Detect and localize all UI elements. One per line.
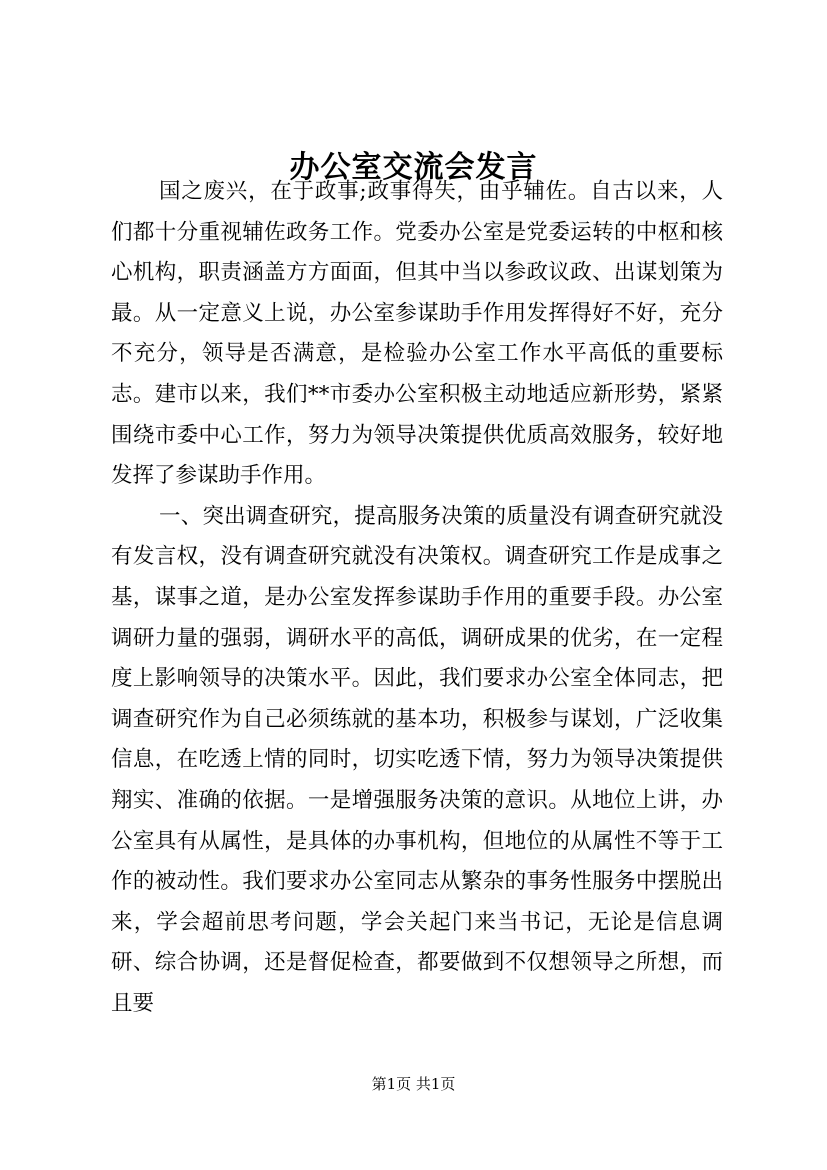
document-title: 办公室交流会发言 (289, 150, 538, 185)
document-body (111, 172, 723, 1024)
paragraph-section-one: 一、突出调查研究，提高服务决策的质量没有调查研究就没有发言权，没有调查研究就没有决策权。调查研究工作是成事之基，谋事之道，是办公室发挥参谋助手作用的重要手段。办公室调研力量的强弱，调研水平的高低，调研成果的优劣，在一定程度上影响领导的决策水平。因此，我们要求办公室全体同志，把调查研究作为自己必须练就的基本功，积极参与谋划，广泛收集信息，在吃透上情的同时，切实吃透下情，努力为领导决策提供翔实、准确的依据。一是增强服务决策的意识。从地位上讲，办公室具有从属性，是具体的办事机构，但地位的从属性不等于工作的被动性。我们要求办公室同志从繁杂的事务性服务中摆脱出来，学会超前思考问题，学会关起门来当书记，无论是信息调研、综合协调，还是督促检查，都要做到不仅想领导之所想，而且要 (111, 503, 723, 1016)
paragraph-intro: 国之废兴，在于政事;政事得失，由乎辅佐。自古以来，人们都十分重视辅佐政务工作。党委办公室是党委运转的中枢和核心机构，职责涵盖方方面面，但其中当以参政议政、出谋划策为最。从一定意义上说，办公室参谋助手作用发挥得好不好，充分不充分，领导是否满意，是检验办公室工作水平高低的重要标志。建市以来，我们**市委办公室积极主动地适应新形势，紧紧围绕市委中心工作，努力为领导决策提供优质高效服务，较好地发挥了参谋助手作用。 (111, 179, 723, 489)
page-footer: 第1页 共1页 (371, 1075, 456, 1093)
